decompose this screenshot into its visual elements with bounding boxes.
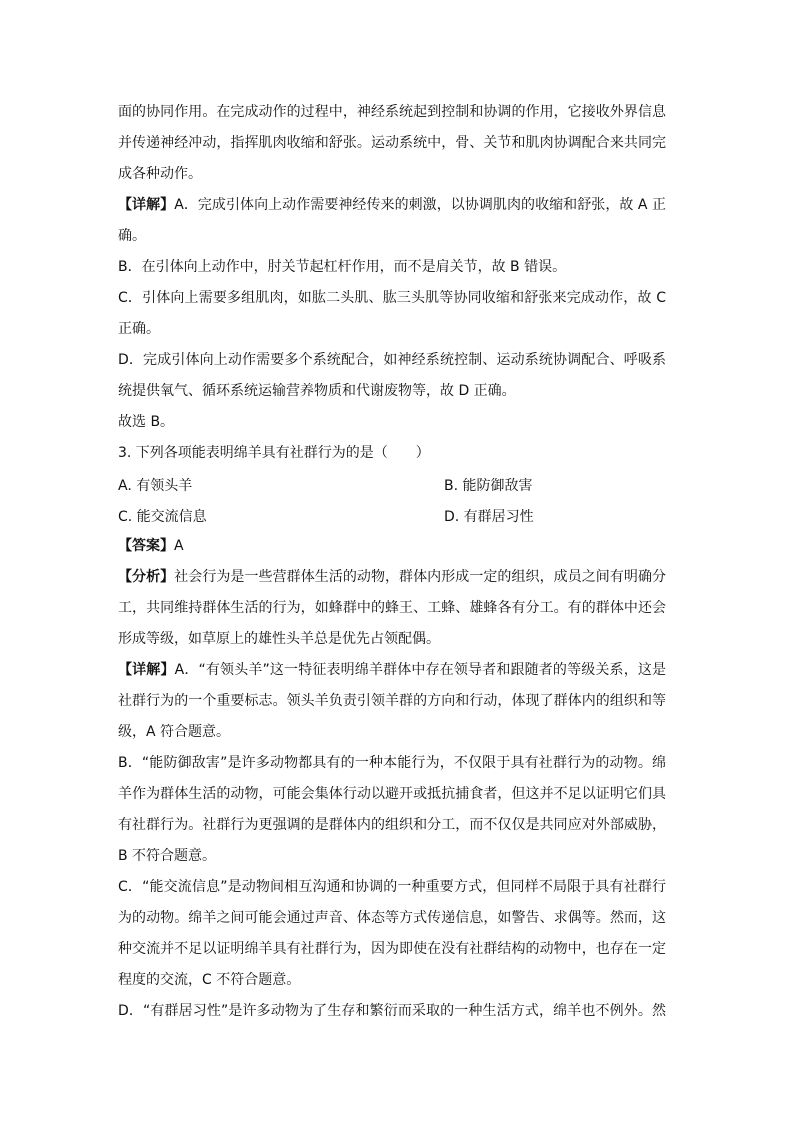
detail-section-q2 — [118, 190, 666, 252]
answer-section — [118, 531, 666, 562]
analysis-text: 社会行为是一些营群体生活的动物，群体内形成一定的组织，成员之间有明确分 — [174, 569, 667, 585]
detail-tag: 【详解】 — [118, 197, 175, 213]
option-c-explanation-q3 — [118, 872, 666, 996]
text-line: 确。 — [118, 228, 146, 244]
text-line: 社群行为的一个重要标志。领头羊负责引领羊群的方向和行动，体现了群体内的组织和等 — [118, 693, 666, 709]
text-line — [118, 562, 666, 593]
text-line: 并传递神经冲动，指挥肌肉收缩和舒张。运动系统中，骨、关节和肌肉协调配合来共同完 — [118, 135, 666, 151]
option-b: B. 能防御敌害 — [444, 478, 533, 494]
option-d-explanation-q2 — [118, 345, 666, 407]
answer-tag: 【答案】 — [118, 538, 174, 554]
option-a: A. 有领头羊 — [118, 478, 193, 494]
detail-tag: 【详解】 — [118, 662, 175, 678]
analysis-section — [118, 562, 666, 655]
text-line: 统提供氧气、循环系统运输营养物质和代谢废物等，故 D 正确。 — [118, 383, 516, 399]
option-d: D. 有群居习性 — [444, 509, 534, 525]
text-line: B．“能防御敌害”是许多动物都具有的一种本能行为，不仅限于具有社群行为的动物。绵 — [118, 755, 666, 771]
text-line: 3. 下列各项能表明绵羊具有社群行为的是（ ） — [118, 445, 430, 461]
text-line: 程度的交流，C 不符合题意。 — [118, 972, 301, 988]
option-c-explanation-q2 — [118, 283, 666, 345]
text-line: B 不符合题意。 — [118, 848, 217, 864]
text-line: D．“有群居习性”是许多动物为了生存和繁衍而采取的一种生活方式，绵羊也不例外。然 — [118, 1003, 666, 1019]
text-line: 为的动物。绵羊之间可能会通过声音、体态等方式传递信息，如警告、求偶等。然而，这 — [118, 910, 666, 926]
text-line: C．引体向上需要多组肌肉，如肱二头肌、肱三头肌等协同收缩和舒张来完成动作，故 C — [118, 290, 666, 306]
text-line: 正确。 — [118, 321, 160, 337]
text-line: 形成等级，如草原上的雄性头羊总是优先占领配偶。 — [118, 631, 440, 647]
text-line: 成各种动作。 — [118, 166, 202, 182]
analysis-continuation — [118, 97, 666, 190]
text-line: 级，A 符合题意。 — [118, 724, 231, 740]
conclusion-q2 — [118, 407, 666, 438]
text-line: C．“能交流信息”是动物间相互沟通和协调的一种重要方式，但同样不局限于具有社群行 — [118, 879, 666, 895]
detail-section-q3 — [118, 655, 666, 748]
text-line: 面的协同作用。在完成动作的过程中，神经系统起到控制和协调的作用，它接收外界信息 — [118, 104, 666, 120]
text-line: B．在引体向上动作中，肘关节起杠杆作用，而不是肩关节，故 B 错误。 — [118, 259, 567, 275]
text-line — [118, 655, 666, 686]
question-3-stem — [118, 438, 666, 469]
option-b-explanation-q2 — [118, 252, 666, 283]
text-line — [118, 190, 666, 221]
text-line: 故选 B。 — [118, 414, 175, 430]
text-line: 工，共同维持群体生活的行为，如蜂群中的蜂王、工蜂、雄蜂各有分工。有的群体中还会 — [118, 600, 666, 616]
detail-text: A．“有领头羊”这一特征表明绵羊群体中存在领导者和跟随者的等级关系，这是 — [174, 662, 666, 678]
answer-value: A — [174, 538, 184, 554]
text-line: D．完成引体向上动作需要多个系统配合，如神经系统控制、运动系统协调配合、呼吸系 — [118, 352, 666, 368]
text-line — [118, 531, 666, 562]
option-d-explanation-q3 — [118, 996, 666, 1027]
detail-text: A．完成引体向上动作需要神经传来的刺激，以协调肌肉的收缩和舒张，故 A 正 — [174, 197, 666, 213]
text-line: 羊作为群体生活的动物，可能会集体行动以避开或抵抗捕食者，但这并不足以证明它们具 — [118, 786, 666, 802]
option-b-explanation-q3 — [118, 748, 666, 872]
text-line: 种交流并不足以证明绵羊具有社群行为，因为即使在没有社群结构的动物中，也存在一定 — [118, 941, 666, 957]
text-line: 有社群行为。社群行为更强调的是群体内的组织和分工，而不仅仅是共同应对外部威胁， — [118, 817, 666, 833]
option-c: C. 能交流信息 — [118, 509, 207, 525]
analysis-tag: 【分析】 — [118, 569, 175, 585]
